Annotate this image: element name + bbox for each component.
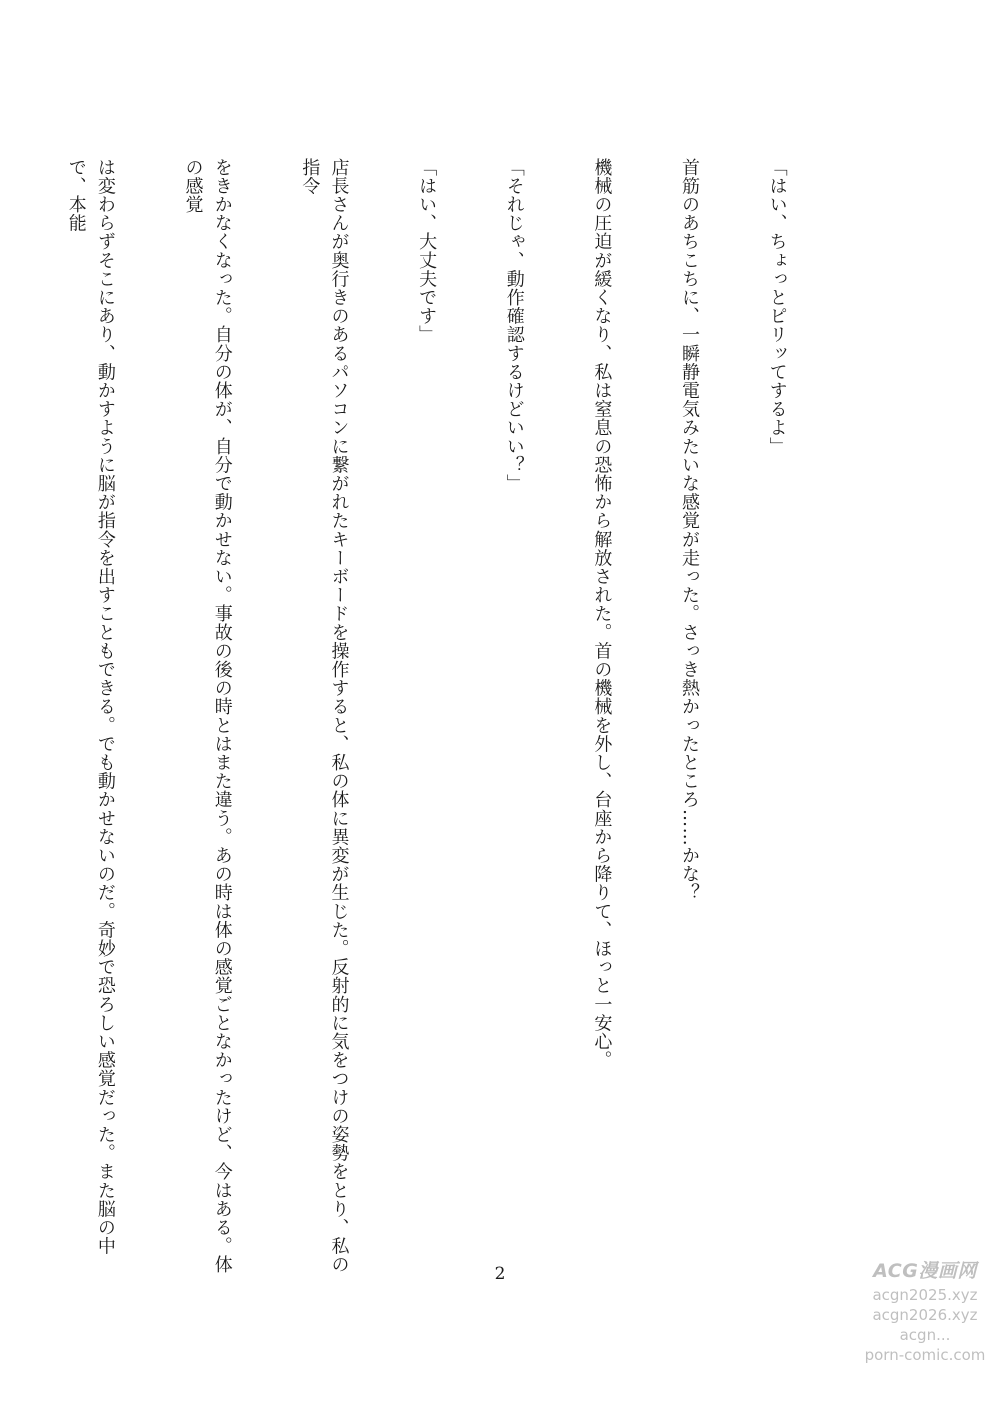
text-line: 首筋のあちこちに、一瞬静電気みたいな感覚が走った。さっき熱かったところ……かな？ — [678, 158, 700, 902]
text-line: 「はい、大丈夫です」 — [416, 158, 438, 344]
text-line: 「はい、ちょっとピリッてするよ」 — [766, 158, 788, 456]
text-line: 機械の圧迫が緩くなり、私は窒息の恐怖から解放された。首の機械を外し、台座から降りて、ほっと一安心。 — [591, 158, 613, 1070]
body-text — [65, 158, 850, 1278]
watermark-line: acgn2026.xyz — [872, 1306, 978, 1324]
watermark-title: ACG漫画网 — [873, 1260, 977, 1282]
watermark — [860, 1256, 990, 1406]
text-line: は変わらずそこにあり、動かすように脳が指令を出すこともできる。でも動かせないのだ。奇妙で恐ろしい感覚だった。また脳の中で、本能 — [65, 158, 116, 1256]
text-line: 店長さんが奥行きのあるパソコンに繋がれたキーボードを操作すると、私の体に異変が生じた。反射的に気をつけの姿勢をとり、私の指令 — [299, 158, 350, 1274]
text-line — [0, 158, 3, 1278]
watermark-line: acgn2025.xyz — [872, 1286, 978, 1304]
text-line: 「それじゃ、動作確認するけどいい？」 — [503, 158, 525, 493]
page-number: 2 — [494, 1264, 506, 1284]
text-line: をきかなくなった。自分の体が、自分で動かせない。事故の後の時とはまた違う。あの時は体の感覚ごとなかったけど、今はある。体の感覚 — [182, 158, 233, 1274]
watermark-line: acgn... — [899, 1326, 951, 1344]
watermark-line: porn-comic.com — [864, 1346, 986, 1364]
